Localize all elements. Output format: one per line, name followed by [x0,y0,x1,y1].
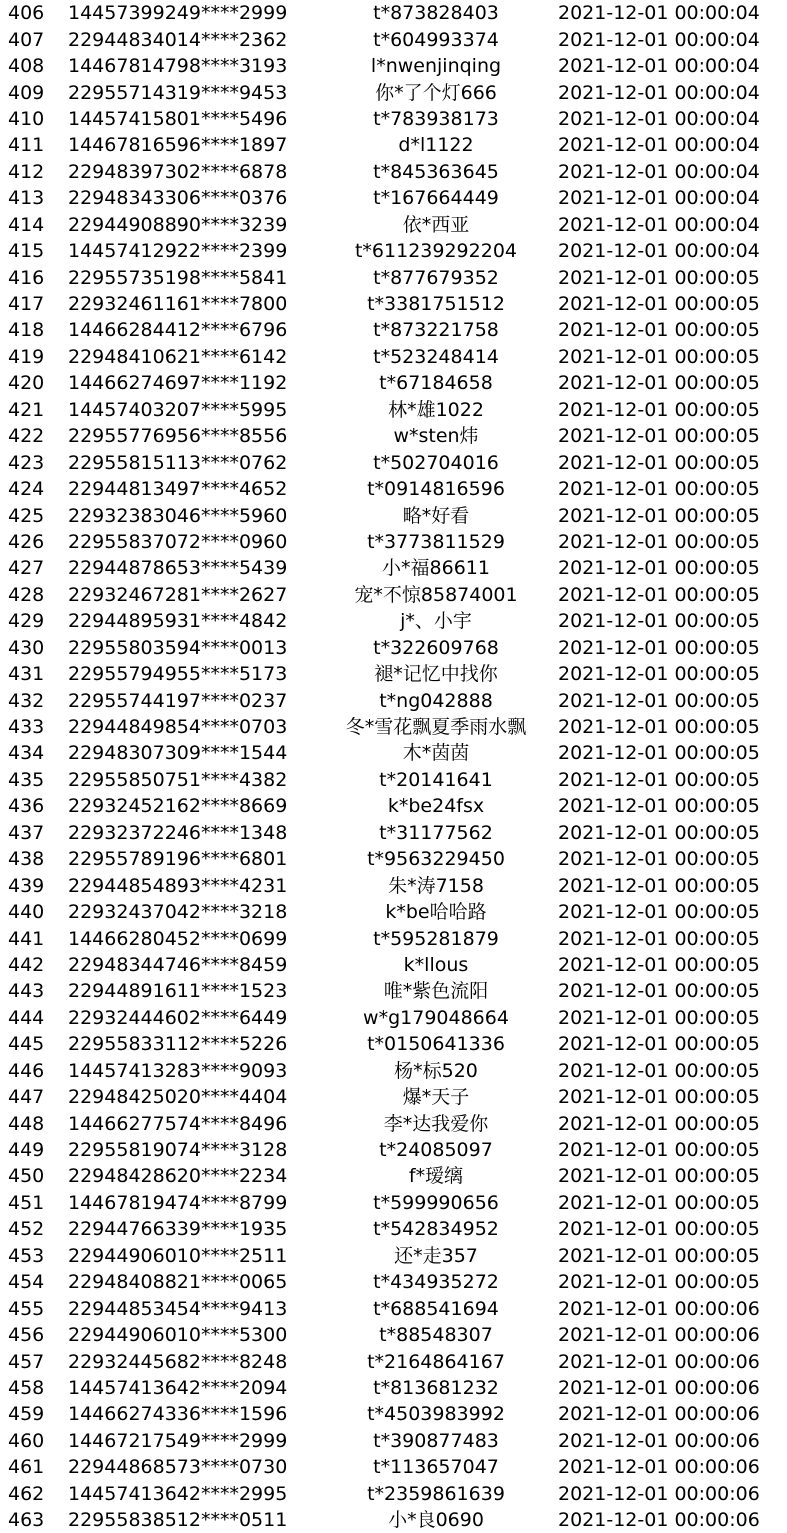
timestamp-cell: 2021-12-01 00:00:05 [558,504,760,527]
username-cell: f*瑷缡 [408,1165,464,1188]
row-number-cell: 421 [8,398,45,421]
order-id-cell: 22948344746****8459 [68,953,288,976]
username-cell: t*390877483 [373,1429,499,1452]
row-number-cell: 461 [8,1456,45,1479]
table-row [0,1295,787,1321]
timestamp-cell: 2021-12-01 00:00:05 [558,1191,760,1214]
table-row [0,793,787,819]
order-id-cell: 22955819074****3128 [68,1139,288,1162]
order-id-cell: 14457413642****2995 [68,1482,288,1505]
order-id-cell: 22932461161****7800 [68,293,288,316]
order-id-cell: 22944906010****5300 [68,1324,288,1347]
table-row [0,159,787,185]
order-id-cell: 22948428620****2234 [68,1165,288,1188]
username-cell: 杨*标520 [394,1059,478,1082]
row-number-cell: 447 [8,1086,45,1109]
order-id-cell: 22955850751****4382 [68,768,288,791]
table-row [0,820,787,846]
table-row [0,397,787,423]
timestamp-cell: 2021-12-01 00:00:05 [558,636,760,659]
order-id-cell: 14466277574****8496 [68,1112,288,1135]
username-cell: w*sten炜 [393,425,479,448]
table-row [0,264,787,290]
timestamp-cell: 2021-12-01 00:00:05 [558,530,760,553]
timestamp-cell: 2021-12-01 00:00:05 [558,980,760,1003]
order-id-cell: 22948397302****6878 [68,160,288,183]
table-row [0,1507,787,1533]
username-cell: 林*雄1022 [388,398,484,421]
table-row [0,1216,787,1242]
table-row [0,26,787,52]
timestamp-cell: 2021-12-01 00:00:05 [558,557,760,580]
username-cell: 冬*雪花飘夏季雨水飘 [345,716,527,739]
row-number-cell: 462 [8,1482,45,1505]
table-row [0,1401,787,1427]
username-cell: t*688541694 [373,1297,499,1320]
order-id-cell: 14466280452****0699 [68,927,288,950]
username-cell: t*3773811529 [367,530,505,553]
username-cell: t*599990656 [373,1191,499,1214]
username-cell: k*be24fsx [387,795,485,818]
row-number-cell: 427 [8,557,45,580]
username-cell: t*813681232 [373,1376,499,1399]
row-number-cell: 420 [8,372,45,395]
username-cell: l*nwenjinqing [370,55,502,78]
username-cell: k*be哈哈路 [385,901,487,924]
order-id-cell: 22932383046****5960 [68,504,288,527]
username-cell: t*604993374 [373,28,499,51]
table-row [0,1454,787,1480]
table-row [0,449,787,475]
row-number-cell: 450 [8,1165,45,1188]
order-id-cell: 22944891611****1523 [68,980,288,1003]
timestamp-cell: 2021-12-01 00:00:05 [558,1059,760,1082]
row-number-cell: 428 [8,583,45,606]
row-number-cell: 436 [8,795,45,818]
username-cell: t*502704016 [373,451,499,474]
order-id-cell: 22948425020****4404 [68,1086,288,1109]
row-number-cell: 437 [8,821,45,844]
timestamp-cell: 2021-12-01 00:00:05 [558,874,760,897]
order-id-cell: 22955838512****0511 [68,1509,288,1532]
timestamp-cell: 2021-12-01 00:00:05 [558,742,760,765]
table-row [0,502,787,528]
row-number-cell: 412 [8,160,45,183]
order-id-cell: 22944895931****4842 [68,610,288,633]
order-id-cell: 22948410621****6142 [68,345,288,368]
table-row [0,1031,787,1057]
order-id-cell: 22944908890****3239 [68,213,288,236]
table-row [0,423,787,449]
timestamp-cell: 2021-12-01 00:00:05 [558,1218,760,1241]
timestamp-cell: 2021-12-01 00:00:05 [558,451,760,474]
username-cell: j*、小宇 [400,610,472,633]
username-cell: 小*良0690 [388,1509,484,1532]
username-cell: 唯*紫色流阳 [383,980,489,1003]
table-row [0,1005,787,1031]
order-id-cell: 14457412922****2399 [68,240,288,263]
username-cell: t*595281879 [373,927,499,950]
row-number-cell: 426 [8,530,45,553]
table-row [0,132,787,158]
username-cell: 李*达我爱你 [383,1112,489,1135]
table-row [0,846,787,872]
table-row [0,872,787,898]
timestamp-cell: 2021-12-01 00:00:05 [558,345,760,368]
timestamp-cell: 2021-12-01 00:00:06 [558,1509,760,1532]
timestamp-cell: 2021-12-01 00:00:04 [558,187,760,210]
username-cell: 木*茵茵 [402,742,470,765]
username-cell: t*31177562 [379,821,493,844]
timestamp-cell: 2021-12-01 00:00:05 [558,953,760,976]
timestamp-cell: 2021-12-01 00:00:05 [558,398,760,421]
timestamp-cell: 2021-12-01 00:00:06 [558,1350,760,1373]
timestamp-cell: 2021-12-01 00:00:05 [558,768,760,791]
row-number-cell: 446 [8,1059,45,1082]
table-row [0,1110,787,1136]
row-number-cell: 438 [8,848,45,871]
timestamp-cell: 2021-12-01 00:00:05 [558,901,760,924]
row-number-cell: 453 [8,1244,45,1267]
timestamp-cell: 2021-12-01 00:00:05 [558,1112,760,1135]
timestamp-cell: 2021-12-01 00:00:05 [558,848,760,871]
username-cell: 依*西亚 [402,213,470,236]
timestamp-cell: 2021-12-01 00:00:05 [558,266,760,289]
row-number-cell: 417 [8,293,45,316]
username-cell: t*873828403 [373,2,499,25]
table-row [0,1084,787,1110]
row-number-cell: 414 [8,213,45,236]
table-row [0,582,787,608]
order-id-cell: 22944854893****4231 [68,874,288,897]
order-id-cell: 14467217549****2999 [68,1429,288,1452]
table-row [0,661,787,687]
timestamp-cell: 2021-12-01 00:00:05 [558,689,760,712]
order-id-cell: 22948408821****0065 [68,1271,288,1294]
username-cell: 朱*涛7158 [388,874,484,897]
username-cell: 还*走357 [394,1244,478,1267]
table-row [0,1137,787,1163]
username-cell: t*167664449 [373,187,499,210]
row-number-cell: 432 [8,689,45,712]
table-row [0,53,787,79]
timestamp-cell: 2021-12-01 00:00:04 [558,55,760,78]
table-row [0,555,787,581]
order-id-cell: 22932445682****8248 [68,1350,288,1373]
row-number-cell: 441 [8,927,45,950]
order-id-cell: 14466284412****6796 [68,319,288,342]
table-row [0,0,787,26]
row-number-cell: 444 [8,1006,45,1029]
table-row [0,740,787,766]
timestamp-cell: 2021-12-01 00:00:05 [558,372,760,395]
timestamp-cell: 2021-12-01 00:00:05 [558,1086,760,1109]
table-row [0,1163,787,1189]
username-cell: t*523248414 [373,345,499,368]
timestamp-cell: 2021-12-01 00:00:05 [558,1139,760,1162]
order-id-cell: 22944813497****4652 [68,478,288,501]
order-id-cell: 22955803594****0013 [68,636,288,659]
row-number-cell: 423 [8,451,45,474]
username-cell: t*873221758 [373,319,499,342]
row-number-cell: 434 [8,742,45,765]
timestamp-cell: 2021-12-01 00:00:05 [558,716,760,739]
table-row [0,767,787,793]
row-number-cell: 425 [8,504,45,527]
table-row [0,1481,787,1507]
table-row [0,714,787,740]
row-number-cell: 460 [8,1429,45,1452]
username-cell: t*67184658 [379,372,493,395]
order-id-cell: 14467816596****1897 [68,134,288,157]
timestamp-cell: 2021-12-01 00:00:06 [558,1297,760,1320]
row-number-cell: 445 [8,1033,45,1056]
timestamp-cell: 2021-12-01 00:00:05 [558,293,760,316]
order-id-cell: 22944906010****2511 [68,1244,288,1267]
order-id-cell: 14457413283****9093 [68,1059,288,1082]
row-number-cell: 415 [8,240,45,263]
order-id-cell: 14466274697****1192 [68,372,288,395]
table-row [0,1428,787,1454]
row-number-cell: 457 [8,1350,45,1373]
row-number-cell: 433 [8,716,45,739]
username-cell: t*4503983992 [367,1403,505,1426]
table-row [0,1322,787,1348]
order-id-cell: 22932452162****8669 [68,795,288,818]
timestamp-cell: 2021-12-01 00:00:05 [558,583,760,606]
order-id-cell: 22944878653****5439 [68,557,288,580]
timestamp-cell: 2021-12-01 00:00:06 [558,1429,760,1452]
table-row [0,978,787,1004]
timestamp-cell: 2021-12-01 00:00:04 [558,107,760,130]
timestamp-cell: 2021-12-01 00:00:05 [558,478,760,501]
row-number-cell: 410 [8,107,45,130]
timestamp-cell: 2021-12-01 00:00:04 [558,2,760,25]
row-number-cell: 454 [8,1271,45,1294]
username-cell: t*ng042888 [379,689,493,712]
row-number-cell: 411 [8,134,45,157]
table-row [0,1190,787,1216]
timestamp-cell: 2021-12-01 00:00:06 [558,1456,760,1479]
table-row [0,899,787,925]
row-number-cell: 422 [8,425,45,448]
table-row [0,212,787,238]
order-id-cell: 22944766339****1935 [68,1218,288,1241]
row-number-cell: 408 [8,55,45,78]
table-row [0,106,787,132]
username-cell: t*88548307 [379,1324,493,1347]
table-row [0,238,787,264]
row-number-cell: 456 [8,1324,45,1347]
username-cell: t*434935272 [373,1271,499,1294]
row-number-cell: 440 [8,901,45,924]
order-id-cell: 14457403207****5995 [68,398,288,421]
username-cell: t*3381751512 [367,293,505,316]
table-row [0,344,787,370]
table-row [0,687,787,713]
order-id-cell: 22932444602****6449 [68,1006,288,1029]
row-number-cell: 439 [8,874,45,897]
username-cell: t*611239292204 [354,240,517,263]
row-number-cell: 409 [8,81,45,104]
username-cell: t*783938173 [373,107,499,130]
timestamp-cell: 2021-12-01 00:00:06 [558,1403,760,1426]
username-cell: t*113657047 [373,1456,499,1479]
timestamp-cell: 2021-12-01 00:00:05 [558,1006,760,1029]
username-cell: 你*了个灯666 [375,81,497,104]
username-cell: t*0150641336 [367,1033,505,1056]
timestamp-cell: 2021-12-01 00:00:05 [558,1271,760,1294]
timestamp-cell: 2021-12-01 00:00:04 [558,134,760,157]
row-number-cell: 413 [8,187,45,210]
row-number-cell: 458 [8,1376,45,1399]
table-row [0,635,787,661]
row-number-cell: 455 [8,1297,45,1320]
row-number-cell: 429 [8,610,45,633]
timestamp-cell: 2021-12-01 00:00:04 [558,28,760,51]
username-cell: 略*好看 [402,504,470,527]
order-id-cell: 14466274336****1596 [68,1403,288,1426]
row-number-cell: 463 [8,1509,45,1532]
table-row [0,529,787,555]
timestamp-cell: 2021-12-01 00:00:05 [558,821,760,844]
username-cell: t*2359861639 [367,1482,505,1505]
order-id-cell: 14457413642****2094 [68,1376,288,1399]
table-row [0,476,787,502]
username-cell: 褪*记忆中找你 [374,663,498,686]
order-id-cell: 22944868573****0730 [68,1456,288,1479]
order-id-cell: 22955714319****9453 [68,81,288,104]
table-row [0,317,787,343]
row-number-cell: 443 [8,980,45,1003]
username-cell: t*542834952 [373,1218,499,1241]
row-number-cell: 430 [8,636,45,659]
row-number-cell: 407 [8,28,45,51]
order-id-cell: 22932372246****1348 [68,821,288,844]
timestamp-cell: 2021-12-01 00:00:04 [558,240,760,263]
row-number-cell: 448 [8,1112,45,1135]
table-row [0,1375,787,1401]
row-number-cell: 459 [8,1403,45,1426]
username-cell: t*24085097 [379,1139,493,1162]
username-cell: t*322609768 [373,636,499,659]
row-number-cell: 452 [8,1218,45,1241]
order-id-cell: 22955744197****0237 [68,689,288,712]
order-id-cell: 22944849854****0703 [68,716,288,739]
order-id-cell: 22944834014****2362 [68,28,288,51]
username-cell: 小*福86611 [382,557,490,580]
table-row [0,291,787,317]
order-id-cell: 14457415801****5496 [68,107,288,130]
username-cell: t*20141641 [379,768,493,791]
timestamp-cell: 2021-12-01 00:00:06 [558,1324,760,1347]
row-number-cell: 435 [8,768,45,791]
order-id-cell: 14467819474****8799 [68,1191,288,1214]
timestamp-cell: 2021-12-01 00:00:04 [558,213,760,236]
timestamp-cell: 2021-12-01 00:00:06 [558,1482,760,1505]
row-number-cell: 406 [8,2,45,25]
table-row [0,1243,787,1269]
table-row [0,79,787,105]
username-cell: 宠*不惊85874001 [354,583,518,606]
timestamp-cell: 2021-12-01 00:00:05 [558,1165,760,1188]
timestamp-cell: 2021-12-01 00:00:05 [558,1033,760,1056]
username-cell: t*9563229450 [367,848,505,871]
username-cell: t*845363645 [373,160,499,183]
table-row [0,952,787,978]
username-cell: t*877679352 [373,266,499,289]
row-number-cell: 442 [8,953,45,976]
timestamp-cell: 2021-12-01 00:00:05 [558,610,760,633]
username-cell: 爆*天子 [402,1086,470,1109]
order-id-cell: 22955837072****0960 [68,530,288,553]
username-cell: w*g179048664 [363,1006,509,1029]
order-id-cell: 22955735198****5841 [68,266,288,289]
timestamp-cell: 2021-12-01 00:00:05 [558,927,760,950]
order-id-cell: 22955776956****8556 [68,425,288,448]
order-id-cell: 14457399249****2999 [68,2,288,25]
table-row [0,608,787,634]
order-id-cell: 22955789196****6801 [68,848,288,871]
table-row [0,1348,787,1374]
row-number-cell: 451 [8,1191,45,1214]
order-id-cell: 22932437042****3218 [68,901,288,924]
timestamp-cell: 2021-12-01 00:00:05 [558,1244,760,1267]
table-row [0,185,787,211]
username-cell: k*llous [403,953,469,976]
username-cell: d*l1122 [398,134,474,157]
row-number-cell: 449 [8,1139,45,1162]
username-cell: t*0914816596 [367,478,505,501]
table-row [0,925,787,951]
row-number-cell: 431 [8,663,45,686]
order-id-cell: 14467814798****3193 [68,55,288,78]
timestamp-cell: 2021-12-01 00:00:04 [558,160,760,183]
timestamp-cell: 2021-12-01 00:00:06 [558,1376,760,1399]
timestamp-cell: 2021-12-01 00:00:05 [558,795,760,818]
timestamp-cell: 2021-12-01 00:00:05 [558,425,760,448]
row-number-cell: 416 [8,266,45,289]
table-row [0,1269,787,1295]
timestamp-cell: 2021-12-01 00:00:05 [558,663,760,686]
table-row [0,1058,787,1084]
row-number-cell: 418 [8,319,45,342]
timestamp-cell: 2021-12-01 00:00:05 [558,319,760,342]
order-id-cell: 22944853454****9413 [68,1297,288,1320]
order-id-cell: 22955833112****5226 [68,1033,288,1056]
table-row [0,370,787,396]
order-id-cell: 22955794955****5173 [68,663,288,686]
username-cell: t*2164864167 [367,1350,505,1373]
order-id-cell: 22932467281****2627 [68,583,288,606]
timestamp-cell: 2021-12-01 00:00:04 [558,81,760,104]
row-number-cell: 424 [8,478,45,501]
row-number-cell: 419 [8,345,45,368]
order-id-cell: 22955815113****0762 [68,451,288,474]
order-id-cell: 22948343306****0376 [68,187,288,210]
order-id-cell: 22948307309****1544 [68,742,288,765]
